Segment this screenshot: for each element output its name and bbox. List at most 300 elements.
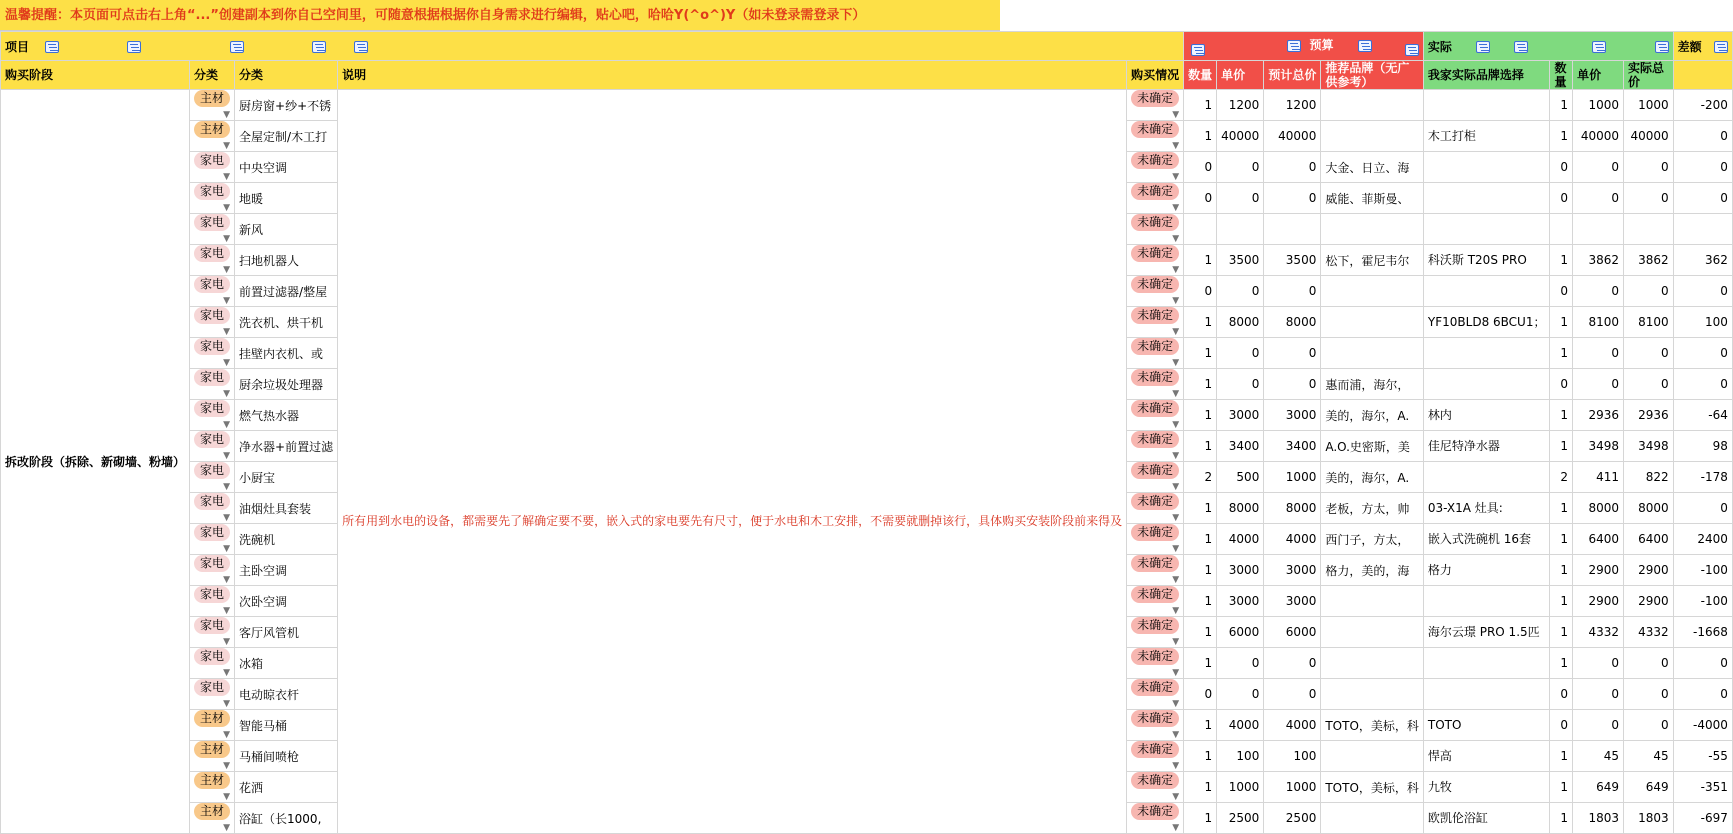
actual-total-cell[interactable]: 3498: [1624, 431, 1674, 462]
actual-brand-cell[interactable]: [1423, 276, 1550, 307]
chevron-down-icon[interactable]: ▼: [223, 420, 231, 430]
chevron-down-icon[interactable]: ▼: [223, 203, 231, 213]
chevron-down-icon[interactable]: ▼: [223, 358, 231, 368]
actual-brand-cell[interactable]: 嵌入式洗碗机 16套: [1423, 524, 1550, 555]
diff-cell[interactable]: 0: [1673, 648, 1732, 679]
actual-brand-cell[interactable]: [1423, 183, 1550, 214]
brand-cell[interactable]: 老板，方太，帅: [1321, 493, 1424, 524]
category-cell[interactable]: [190, 369, 235, 400]
chevron-down-icon[interactable]: ▼: [1172, 265, 1180, 275]
diff-cell[interactable]: -200: [1673, 90, 1732, 121]
actual-total-cell[interactable]: 2900: [1624, 555, 1674, 586]
diff-cell[interactable]: 0: [1673, 183, 1732, 214]
item-cell[interactable]: 浴缸（长1000,: [235, 803, 338, 834]
category-cell[interactable]: [190, 586, 235, 617]
price-cell[interactable]: 0: [1217, 276, 1264, 307]
actual-price-cell[interactable]: 8000: [1573, 493, 1624, 524]
total-cell[interactable]: 0: [1264, 152, 1321, 183]
actual-brand-cell[interactable]: [1423, 338, 1550, 369]
filter-icon[interactable]: [1514, 41, 1528, 53]
actual-total-cell[interactable]: 8100: [1624, 307, 1674, 338]
status-cell[interactable]: [1127, 369, 1184, 400]
col-header[interactable]: 数量: [1184, 61, 1217, 90]
qty-cell[interactable]: [1184, 214, 1217, 245]
qty-cell[interactable]: 0: [1184, 276, 1217, 307]
total-cell[interactable]: 1000: [1264, 772, 1321, 803]
brand-cell[interactable]: [1321, 90, 1424, 121]
price-cell[interactable]: 1200: [1217, 90, 1264, 121]
category-cell[interactable]: [190, 214, 235, 245]
price-cell[interactable]: 8000: [1217, 307, 1264, 338]
price-cell[interactable]: 0: [1217, 679, 1264, 710]
total-cell[interactable]: 8000: [1264, 493, 1321, 524]
actual-price-cell[interactable]: 6400: [1573, 524, 1624, 555]
actual-qty-cell[interactable]: 0: [1550, 369, 1573, 400]
brand-cell[interactable]: [1321, 741, 1424, 772]
total-cell[interactable]: 3000: [1264, 586, 1321, 617]
price-cell[interactable]: 1000: [1217, 772, 1264, 803]
chevron-down-icon[interactable]: ▼: [1172, 730, 1180, 740]
chevron-down-icon[interactable]: ▼: [223, 110, 231, 120]
chevron-down-icon[interactable]: ▼: [1172, 451, 1180, 461]
diff-cell[interactable]: -55: [1673, 741, 1732, 772]
actual-total-cell[interactable]: 0: [1624, 679, 1674, 710]
brand-cell[interactable]: [1321, 307, 1424, 338]
qty-cell[interactable]: 1: [1184, 400, 1217, 431]
status-cell[interactable]: [1127, 462, 1184, 493]
status-cell[interactable]: [1127, 679, 1184, 710]
chevron-down-icon[interactable]: ▼: [1172, 637, 1180, 647]
qty-cell[interactable]: 0: [1184, 679, 1217, 710]
diff-cell[interactable]: -351: [1673, 772, 1732, 803]
item-cell[interactable]: 前置过滤器/整屋: [235, 276, 338, 307]
actual-price-cell[interactable]: 0: [1573, 710, 1624, 741]
brand-cell[interactable]: [1321, 803, 1424, 834]
brand-cell[interactable]: 大金、日立、海: [1321, 152, 1424, 183]
filter-icon[interactable]: [1287, 40, 1301, 52]
category-cell[interactable]: [190, 307, 235, 338]
col-header[interactable]: 我家实际品牌选择: [1423, 61, 1550, 90]
chevron-down-icon[interactable]: ▼: [223, 668, 231, 678]
brand-cell[interactable]: 威能、菲斯曼、: [1321, 183, 1424, 214]
chevron-down-icon[interactable]: ▼: [1172, 544, 1180, 554]
item-cell[interactable]: 厨房窗+纱+不锈: [235, 90, 338, 121]
actual-brand-cell[interactable]: YF10BLD8 6BCU1；: [1423, 307, 1550, 338]
total-cell[interactable]: 3400: [1264, 431, 1321, 462]
qty-cell[interactable]: 1: [1184, 586, 1217, 617]
total-cell[interactable]: 0: [1264, 648, 1321, 679]
price-cell[interactable]: 500: [1217, 462, 1264, 493]
item-cell[interactable]: 全屋定制/木工打: [235, 121, 338, 152]
diff-cell[interactable]: -1668: [1673, 617, 1732, 648]
total-cell[interactable]: 3500: [1264, 245, 1321, 276]
actual-qty-cell[interactable]: 1: [1550, 772, 1573, 803]
category-cell[interactable]: [190, 400, 235, 431]
actual-price-cell[interactable]: [1573, 214, 1624, 245]
brand-cell[interactable]: 松下，霍尼韦尔: [1321, 245, 1424, 276]
brand-cell[interactable]: A.O.史密斯，美: [1321, 431, 1424, 462]
item-cell[interactable]: 中央空调: [235, 152, 338, 183]
filter-icon[interactable]: [127, 41, 141, 53]
actual-price-cell[interactable]: 1000: [1573, 90, 1624, 121]
col-header[interactable]: 单价: [1217, 61, 1264, 90]
actual-total-cell[interactable]: 4332: [1624, 617, 1674, 648]
chevron-down-icon[interactable]: ▼: [223, 327, 231, 337]
item-cell[interactable]: 扫地机器人: [235, 245, 338, 276]
actual-price-cell[interactable]: 649: [1573, 772, 1624, 803]
chevron-down-icon[interactable]: ▼: [223, 265, 231, 275]
actual-price-cell[interactable]: 0: [1573, 183, 1624, 214]
status-cell[interactable]: [1127, 493, 1184, 524]
chevron-down-icon[interactable]: ▼: [1172, 327, 1180, 337]
category-cell[interactable]: [190, 462, 235, 493]
col-header[interactable]: 数量: [1550, 61, 1573, 90]
col-header[interactable]: 预计总价: [1264, 61, 1321, 90]
actual-total-cell[interactable]: 3862: [1624, 245, 1674, 276]
filter-icon[interactable]: [354, 41, 368, 53]
note-cell[interactable]: 所有用到水电的设备，都需要先了解确定要不要，嵌入式的家电要先有尺寸，便于水电和木工安排，不需要就删掉该行，具体购买安装阶段前来得及: [338, 90, 1127, 834]
status-cell[interactable]: [1127, 741, 1184, 772]
qty-cell[interactable]: 1: [1184, 617, 1217, 648]
qty-cell[interactable]: 0: [1184, 183, 1217, 214]
filter-icon[interactable]: [1476, 41, 1490, 53]
actual-brand-cell[interactable]: [1423, 679, 1550, 710]
actual-brand-cell[interactable]: 格力: [1423, 555, 1550, 586]
actual-brand-cell[interactable]: 林内: [1423, 400, 1550, 431]
chevron-down-icon[interactable]: ▼: [223, 389, 231, 399]
item-cell[interactable]: 净水器+前置过滤: [235, 431, 338, 462]
diff-cell[interactable]: 0: [1673, 338, 1732, 369]
chevron-down-icon[interactable]: ▼: [223, 141, 231, 151]
actual-total-cell[interactable]: 40000: [1624, 121, 1674, 152]
category-cell[interactable]: [190, 617, 235, 648]
category-cell[interactable]: [190, 121, 235, 152]
filter-icon[interactable]: [1191, 44, 1205, 56]
total-cell[interactable]: 40000: [1264, 121, 1321, 152]
status-cell[interactable]: [1127, 245, 1184, 276]
brand-cell[interactable]: [1321, 586, 1424, 617]
item-cell[interactable]: 洗衣机、烘干机: [235, 307, 338, 338]
actual-brand-cell[interactable]: [1423, 214, 1550, 245]
chevron-down-icon[interactable]: ▼: [1172, 699, 1180, 709]
price-cell[interactable]: 40000: [1217, 121, 1264, 152]
item-cell[interactable]: 油烟灶具套装: [235, 493, 338, 524]
total-cell[interactable]: 6000: [1264, 617, 1321, 648]
actual-total-cell[interactable]: 822: [1624, 462, 1674, 493]
category-cell[interactable]: [190, 431, 235, 462]
item-cell[interactable]: 次卧空调: [235, 586, 338, 617]
chevron-down-icon[interactable]: ▼: [223, 637, 231, 647]
qty-cell[interactable]: 1: [1184, 524, 1217, 555]
brand-cell[interactable]: 美的，海尔，A.: [1321, 462, 1424, 493]
status-cell[interactable]: [1127, 152, 1184, 183]
price-cell[interactable]: 6000: [1217, 617, 1264, 648]
chevron-down-icon[interactable]: ▼: [1172, 606, 1180, 616]
chevron-down-icon[interactable]: ▼: [1172, 482, 1180, 492]
col-header[interactable]: 说明: [338, 61, 1127, 90]
brand-cell[interactable]: 美的，海尔，A.: [1321, 400, 1424, 431]
filter-icon[interactable]: [1358, 40, 1372, 52]
diff-cell[interactable]: 0: [1673, 493, 1732, 524]
diff-cell[interactable]: -4000: [1673, 710, 1732, 741]
actual-price-cell[interactable]: 4332: [1573, 617, 1624, 648]
item-cell[interactable]: 主卧空调: [235, 555, 338, 586]
qty-cell[interactable]: 1: [1184, 121, 1217, 152]
actual-price-cell[interactable]: 0: [1573, 276, 1624, 307]
actual-total-cell[interactable]: 0: [1624, 369, 1674, 400]
actual-price-cell[interactable]: 40000: [1573, 121, 1624, 152]
diff-cell[interactable]: -178: [1673, 462, 1732, 493]
actual-total-cell[interactable]: 45: [1624, 741, 1674, 772]
actual-brand-cell[interactable]: [1423, 152, 1550, 183]
actual-qty-cell[interactable]: 1: [1550, 555, 1573, 586]
actual-qty-cell[interactable]: 0: [1550, 710, 1573, 741]
item-cell[interactable]: 客厅风管机: [235, 617, 338, 648]
diff-cell[interactable]: 0: [1673, 679, 1732, 710]
actual-brand-cell[interactable]: [1423, 648, 1550, 679]
chevron-down-icon[interactable]: ▼: [223, 451, 231, 461]
diff-cell[interactable]: 100: [1673, 307, 1732, 338]
total-cell[interactable]: 4000: [1264, 524, 1321, 555]
price-cell[interactable]: 8000: [1217, 493, 1264, 524]
actual-qty-cell[interactable]: 1: [1550, 493, 1573, 524]
total-cell[interactable]: 1000: [1264, 462, 1321, 493]
diff-cell[interactable]: 0: [1673, 121, 1732, 152]
chevron-down-icon[interactable]: ▼: [223, 544, 231, 554]
status-cell[interactable]: [1127, 276, 1184, 307]
actual-price-cell[interactable]: 0: [1573, 648, 1624, 679]
chevron-down-icon[interactable]: ▼: [1172, 513, 1180, 523]
price-cell[interactable]: 3500: [1217, 245, 1264, 276]
category-cell[interactable]: [190, 803, 235, 834]
chevron-down-icon[interactable]: ▼: [223, 172, 231, 182]
brand-cell[interactable]: [1321, 276, 1424, 307]
chevron-down-icon[interactable]: ▼: [1172, 792, 1180, 802]
actual-total-cell[interactable]: 1000: [1624, 90, 1674, 121]
actual-brand-cell[interactable]: 海尔云璟 PRO 1.5匹: [1423, 617, 1550, 648]
filter-icon[interactable]: [45, 41, 59, 53]
status-cell[interactable]: [1127, 121, 1184, 152]
diff-cell[interactable]: -100: [1673, 586, 1732, 617]
chevron-down-icon[interactable]: ▼: [1172, 172, 1180, 182]
price-cell[interactable]: [1217, 214, 1264, 245]
qty-cell[interactable]: 1: [1184, 741, 1217, 772]
actual-brand-cell[interactable]: 03-X1A 灶具:: [1423, 493, 1550, 524]
chevron-down-icon[interactable]: ▼: [1172, 358, 1180, 368]
chevron-down-icon[interactable]: ▼: [1172, 110, 1180, 120]
total-cell[interactable]: 1200: [1264, 90, 1321, 121]
category-cell[interactable]: [190, 555, 235, 586]
category-cell[interactable]: [190, 276, 235, 307]
chevron-down-icon[interactable]: ▼: [1172, 296, 1180, 306]
status-cell[interactable]: [1127, 710, 1184, 741]
actual-qty-cell[interactable]: 0: [1550, 183, 1573, 214]
category-cell[interactable]: [190, 493, 235, 524]
item-cell[interactable]: 马桶间喷枪: [235, 741, 338, 772]
chevron-down-icon[interactable]: ▼: [1172, 761, 1180, 771]
total-cell[interactable]: 2500: [1264, 803, 1321, 834]
status-cell[interactable]: [1127, 400, 1184, 431]
status-cell[interactable]: [1127, 772, 1184, 803]
qty-cell[interactable]: 1: [1184, 90, 1217, 121]
price-cell[interactable]: 4000: [1217, 710, 1264, 741]
status-cell[interactable]: [1127, 555, 1184, 586]
price-cell[interactable]: 3000: [1217, 586, 1264, 617]
price-cell[interactable]: 3000: [1217, 400, 1264, 431]
brand-cell[interactable]: [1321, 679, 1424, 710]
actual-brand-cell[interactable]: 科沃斯 T20S PRO: [1423, 245, 1550, 276]
actual-brand-cell[interactable]: [1423, 90, 1550, 121]
actual-brand-cell[interactable]: 悍高: [1423, 741, 1550, 772]
filter-icon[interactable]: [1655, 41, 1669, 53]
diff-cell[interactable]: -100: [1673, 555, 1732, 586]
actual-qty-cell[interactable]: 0: [1550, 679, 1573, 710]
col-header[interactable]: 单价: [1573, 61, 1624, 90]
actual-brand-cell[interactable]: 九牧: [1423, 772, 1550, 803]
chevron-down-icon[interactable]: ▼: [1172, 203, 1180, 213]
actual-qty-cell[interactable]: 1: [1550, 400, 1573, 431]
chevron-down-icon[interactable]: ▼: [1172, 389, 1180, 399]
actual-qty-cell[interactable]: 0: [1550, 152, 1573, 183]
total-cell[interactable]: 3000: [1264, 555, 1321, 586]
chevron-down-icon[interactable]: ▼: [223, 575, 231, 585]
actual-price-cell[interactable]: 0: [1573, 338, 1624, 369]
price-cell[interactable]: 0: [1217, 648, 1264, 679]
category-cell[interactable]: [190, 90, 235, 121]
qty-cell[interactable]: 1: [1184, 369, 1217, 400]
chevron-down-icon[interactable]: ▼: [223, 606, 231, 616]
diff-cell[interactable]: -64: [1673, 400, 1732, 431]
filter-icon[interactable]: [312, 41, 326, 53]
actual-total-cell[interactable]: 1803: [1624, 803, 1674, 834]
brand-cell[interactable]: [1321, 214, 1424, 245]
col-header[interactable]: 实际总价: [1624, 61, 1674, 90]
brand-cell[interactable]: [1321, 338, 1424, 369]
item-cell[interactable]: 挂壁内衣机、或: [235, 338, 338, 369]
qty-cell[interactable]: 2: [1184, 462, 1217, 493]
stage-cell[interactable]: 拆改阶段（拆除、新砌墙、粉墙）: [1, 90, 190, 834]
actual-brand-cell[interactable]: [1423, 369, 1550, 400]
chevron-down-icon[interactable]: ▼: [1172, 668, 1180, 678]
total-cell[interactable]: [1264, 214, 1321, 245]
qty-cell[interactable]: 1: [1184, 555, 1217, 586]
actual-total-cell[interactable]: 0: [1624, 648, 1674, 679]
category-cell[interactable]: [190, 245, 235, 276]
category-cell[interactable]: [190, 741, 235, 772]
brand-cell[interactable]: TOTO，美标，科: [1321, 772, 1424, 803]
item-cell[interactable]: 电动晾衣杆: [235, 679, 338, 710]
item-cell[interactable]: 新风: [235, 214, 338, 245]
diff-cell[interactable]: 0: [1673, 152, 1732, 183]
filter-icon[interactable]: [1714, 41, 1728, 53]
actual-total-cell[interactable]: 2900: [1624, 586, 1674, 617]
price-cell[interactable]: 2500: [1217, 803, 1264, 834]
actual-price-cell[interactable]: 0: [1573, 679, 1624, 710]
actual-qty-cell[interactable]: 2: [1550, 462, 1573, 493]
qty-cell[interactable]: 1: [1184, 710, 1217, 741]
chevron-down-icon[interactable]: ▼: [1172, 575, 1180, 585]
category-cell[interactable]: [190, 338, 235, 369]
price-cell[interactable]: 100: [1217, 741, 1264, 772]
brand-cell[interactable]: 格力，美的，海: [1321, 555, 1424, 586]
actual-price-cell[interactable]: 3862: [1573, 245, 1624, 276]
qty-cell[interactable]: 1: [1184, 431, 1217, 462]
total-cell[interactable]: 0: [1264, 369, 1321, 400]
actual-price-cell[interactable]: 0: [1573, 152, 1624, 183]
chevron-down-icon[interactable]: ▼: [1172, 823, 1180, 833]
diff-cell[interactable]: 2400: [1673, 524, 1732, 555]
actual-total-cell[interactable]: [1624, 214, 1674, 245]
actual-qty-cell[interactable]: 0: [1550, 276, 1573, 307]
item-cell[interactable]: 厨余垃圾处理器: [235, 369, 338, 400]
actual-price-cell[interactable]: 3498: [1573, 431, 1624, 462]
chevron-down-icon[interactable]: ▼: [223, 296, 231, 306]
brand-cell[interactable]: [1321, 121, 1424, 152]
total-cell[interactable]: 100: [1264, 741, 1321, 772]
item-cell[interactable]: 地暖: [235, 183, 338, 214]
qty-cell[interactable]: 1: [1184, 803, 1217, 834]
status-cell[interactable]: [1127, 431, 1184, 462]
actual-qty-cell[interactable]: 1: [1550, 431, 1573, 462]
qty-cell[interactable]: 1: [1184, 493, 1217, 524]
status-cell[interactable]: [1127, 338, 1184, 369]
brand-cell[interactable]: 西门子，方太，: [1321, 524, 1424, 555]
category-cell[interactable]: [190, 679, 235, 710]
chevron-down-icon[interactable]: ▼: [1172, 420, 1180, 430]
chevron-down-icon[interactable]: ▼: [223, 482, 231, 492]
actual-brand-cell[interactable]: 佳尼特净水器: [1423, 431, 1550, 462]
total-cell[interactable]: 0: [1264, 276, 1321, 307]
qty-cell[interactable]: 1: [1184, 245, 1217, 276]
chevron-down-icon[interactable]: ▼: [223, 792, 231, 802]
status-cell[interactable]: [1127, 214, 1184, 245]
status-cell[interactable]: [1127, 648, 1184, 679]
actual-qty-cell[interactable]: [1550, 214, 1573, 245]
actual-qty-cell[interactable]: 1: [1550, 803, 1573, 834]
actual-total-cell[interactable]: 2936: [1624, 400, 1674, 431]
total-cell[interactable]: 8000: [1264, 307, 1321, 338]
item-cell[interactable]: 小厨宝: [235, 462, 338, 493]
item-cell[interactable]: 智能马桶: [235, 710, 338, 741]
actual-total-cell[interactable]: 649: [1624, 772, 1674, 803]
price-cell[interactable]: 4000: [1217, 524, 1264, 555]
total-cell[interactable]: 0: [1264, 679, 1321, 710]
actual-price-cell[interactable]: 45: [1573, 741, 1624, 772]
actual-price-cell[interactable]: 411: [1573, 462, 1624, 493]
price-cell[interactable]: 0: [1217, 369, 1264, 400]
filter-icon[interactable]: [1592, 41, 1606, 53]
status-cell[interactable]: [1127, 803, 1184, 834]
chevron-down-icon[interactable]: ▼: [223, 699, 231, 709]
status-cell[interactable]: [1127, 524, 1184, 555]
category-cell[interactable]: [190, 524, 235, 555]
qty-cell[interactable]: 0: [1184, 152, 1217, 183]
category-cell[interactable]: [190, 183, 235, 214]
price-cell[interactable]: 0: [1217, 338, 1264, 369]
qty-cell[interactable]: 1: [1184, 307, 1217, 338]
total-cell[interactable]: 0: [1264, 338, 1321, 369]
item-cell[interactable]: 洗碗机: [235, 524, 338, 555]
actual-total-cell[interactable]: 8000: [1624, 493, 1674, 524]
col-header[interactable]: 分类: [235, 61, 338, 90]
actual-total-cell[interactable]: 0: [1624, 710, 1674, 741]
actual-qty-cell[interactable]: 1: [1550, 617, 1573, 648]
actual-total-cell[interactable]: 0: [1624, 338, 1674, 369]
status-cell[interactable]: [1127, 307, 1184, 338]
qty-cell[interactable]: 1: [1184, 772, 1217, 803]
filter-icon[interactable]: [230, 41, 244, 53]
actual-brand-cell[interactable]: 欧凯伦浴缸: [1423, 803, 1550, 834]
